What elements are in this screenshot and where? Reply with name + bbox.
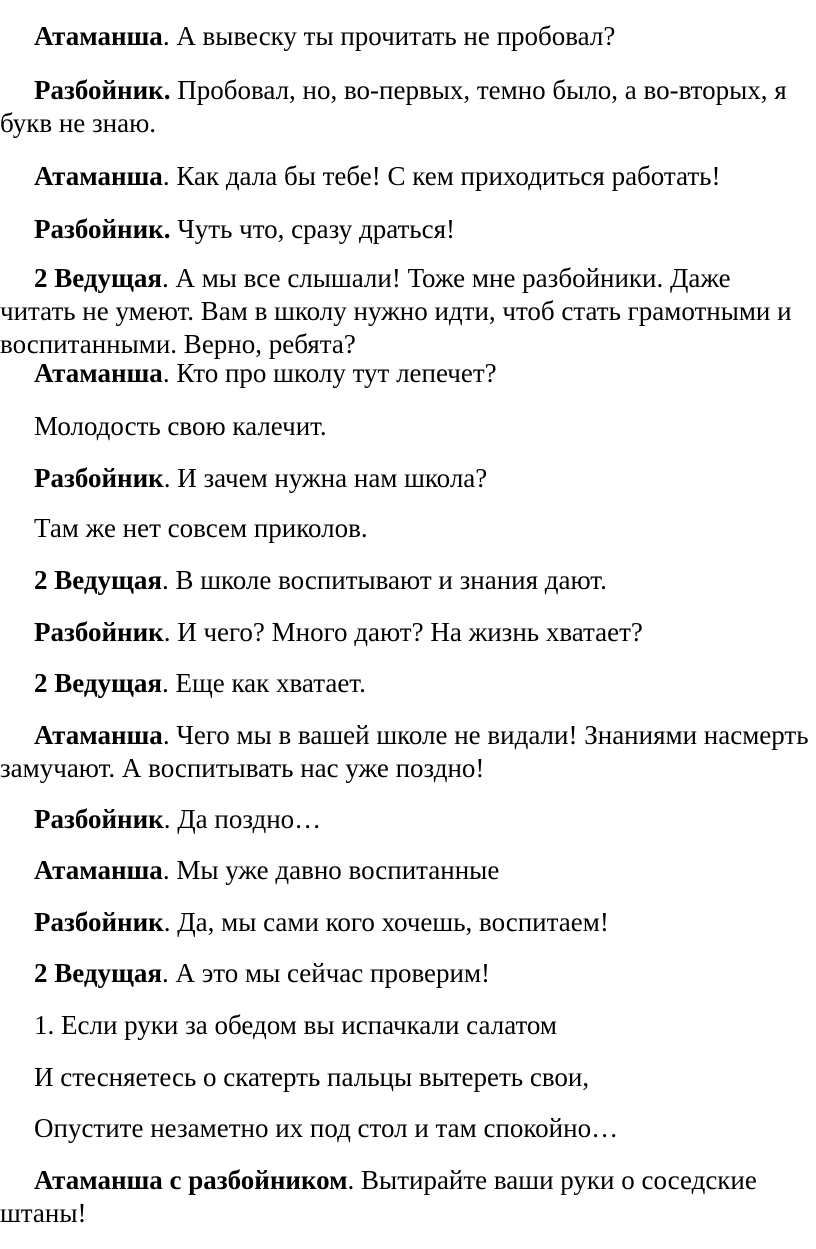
paragraph-text: Как дала бы тебе! С кем приходиться работать! bbox=[176, 161, 721, 191]
speaker-name: Атаманша bbox=[34, 21, 163, 51]
paragraph-text: И чего? Много дают? На жизнь хватает? bbox=[177, 617, 643, 647]
paragraph: Разбойник. И зачем нужна нам школа? bbox=[34, 463, 488, 493]
speaker-name: Атаманша bbox=[34, 161, 163, 191]
paragraph: Атаманша. Как дала бы тебе! С кем приходиться работать! bbox=[34, 161, 721, 191]
paragraph-text: И зачем нужна нам школа? bbox=[177, 463, 488, 493]
paragraph-text: Молодость свою калечит. bbox=[34, 411, 327, 441]
paragraph bbox=[0, 74, 812, 140]
speaker-name: Разбойник bbox=[34, 804, 164, 834]
speaker-name: 2 Ведущая bbox=[34, 958, 162, 988]
paragraph-text: А это мы сейчас проверим! bbox=[175, 958, 491, 988]
speaker-name: Разбойник bbox=[34, 617, 164, 647]
paragraph-text: В школе воспитывают и знания дают. bbox=[175, 565, 607, 595]
paragraph: Атаманша. А вывеску ты прочитать не пробовал? bbox=[34, 21, 616, 51]
paragraph bbox=[0, 1009, 812, 1042]
speaker-name: Разбойник bbox=[34, 463, 164, 493]
paragraph-text: И стесняетесь о скатерть пальцы вытереть свои, bbox=[34, 1062, 590, 1092]
paragraph: Атаманша. Мы уже давно воспитанные bbox=[34, 855, 500, 885]
paragraph bbox=[0, 1061, 812, 1094]
paragraph: Атаманша. Чего мы в вашей школе не видали! Знаниями насмерть замучают. А воспитывать нас уже поздно! bbox=[0, 720, 809, 783]
paragraph-text: А вывеску ты прочитать не пробовал? bbox=[176, 21, 616, 51]
paragraph: Разбойник. И чего? Много дают? На жизнь хватает? bbox=[34, 617, 643, 647]
paragraph-text: Опустите незаметно их под стол и там спокойно… bbox=[34, 1113, 619, 1143]
paragraph-text: 1. Если руки за обедом вы испачкали салатом bbox=[34, 1010, 557, 1040]
paragraph-text: Да поздно… bbox=[177, 804, 322, 834]
paragraph-text: Кто про школу тут лепечет? bbox=[176, 358, 497, 388]
paragraph: Атаманша. Кто про школу тут лепечет? bbox=[34, 358, 497, 388]
speaker-name: Атаманша bbox=[34, 855, 163, 885]
paragraph bbox=[0, 1112, 812, 1145]
speaker-name: Разбойник. bbox=[34, 75, 171, 105]
speaker-name: Атаманша bbox=[34, 720, 163, 750]
paragraph: 2 Ведущая. А мы все слышали! Тоже мне разбойники. Даже читать не умеют. Вам в школу нужно идти, чтоб стать грамотными и воспитанными. Верно, ребята? bbox=[0, 263, 792, 359]
paragraph-text: Мы уже давно воспитанные bbox=[176, 855, 500, 885]
paragraph-text: Там же нет совсем приколов. bbox=[34, 513, 368, 543]
paragraph: 2 Ведущая. А это мы сейчас проверим! bbox=[34, 958, 491, 988]
paragraph-text: А мы все слышали! Тоже мне разбойники. Даже читать не умеют. Вам в школу нужно идти, чтоб стать грамотными и воспитанными. Верно, ребята? bbox=[0, 263, 792, 359]
paragraph: Разбойник. Да поздно… bbox=[34, 804, 322, 834]
speaker-name: 2 Ведущая bbox=[34, 263, 162, 293]
paragraph-text: Чуть что, сразу драться! bbox=[177, 214, 455, 244]
speaker-name: Атаманша с разбойником bbox=[34, 1165, 348, 1195]
paragraph-text: Чего мы в вашей школе не видали! Знаниями насмерть замучают. А воспитывать нас уже поздно! bbox=[0, 720, 809, 783]
paragraph-text: Да, мы сами кого хочешь, воспитаем! bbox=[177, 907, 609, 937]
paragraph: 2 Ведущая. В школе воспитывают и знания дают. bbox=[34, 565, 607, 595]
paragraph: 2 Ведущая. Еще как хватает. bbox=[34, 668, 366, 698]
paragraph bbox=[0, 512, 812, 545]
speaker-name: 2 Ведущая bbox=[34, 565, 162, 595]
speaker-name: 2 Ведущая bbox=[34, 668, 162, 698]
paragraph: Разбойник. Да, мы сами кого хочешь, воспитаем! bbox=[34, 907, 609, 937]
speaker-name: Атаманша bbox=[34, 358, 163, 388]
paragraph-text: Вытирайте ваши руки о соседские штаны! bbox=[0, 1165, 757, 1228]
paragraph-text: Еще как хватает. bbox=[175, 668, 366, 698]
speaker-name: Разбойник bbox=[34, 907, 164, 937]
paragraph: Атаманша с разбойником. Вытирайте ваши руки о соседские штаны! bbox=[0, 1165, 757, 1228]
paragraph-text: Пробовал, но, во-первых, темно было, а во-вторых, я букв не знаю. bbox=[0, 75, 787, 138]
speaker-name: Разбойник. bbox=[34, 214, 171, 244]
paragraph bbox=[0, 410, 812, 443]
paragraph bbox=[0, 213, 812, 246]
